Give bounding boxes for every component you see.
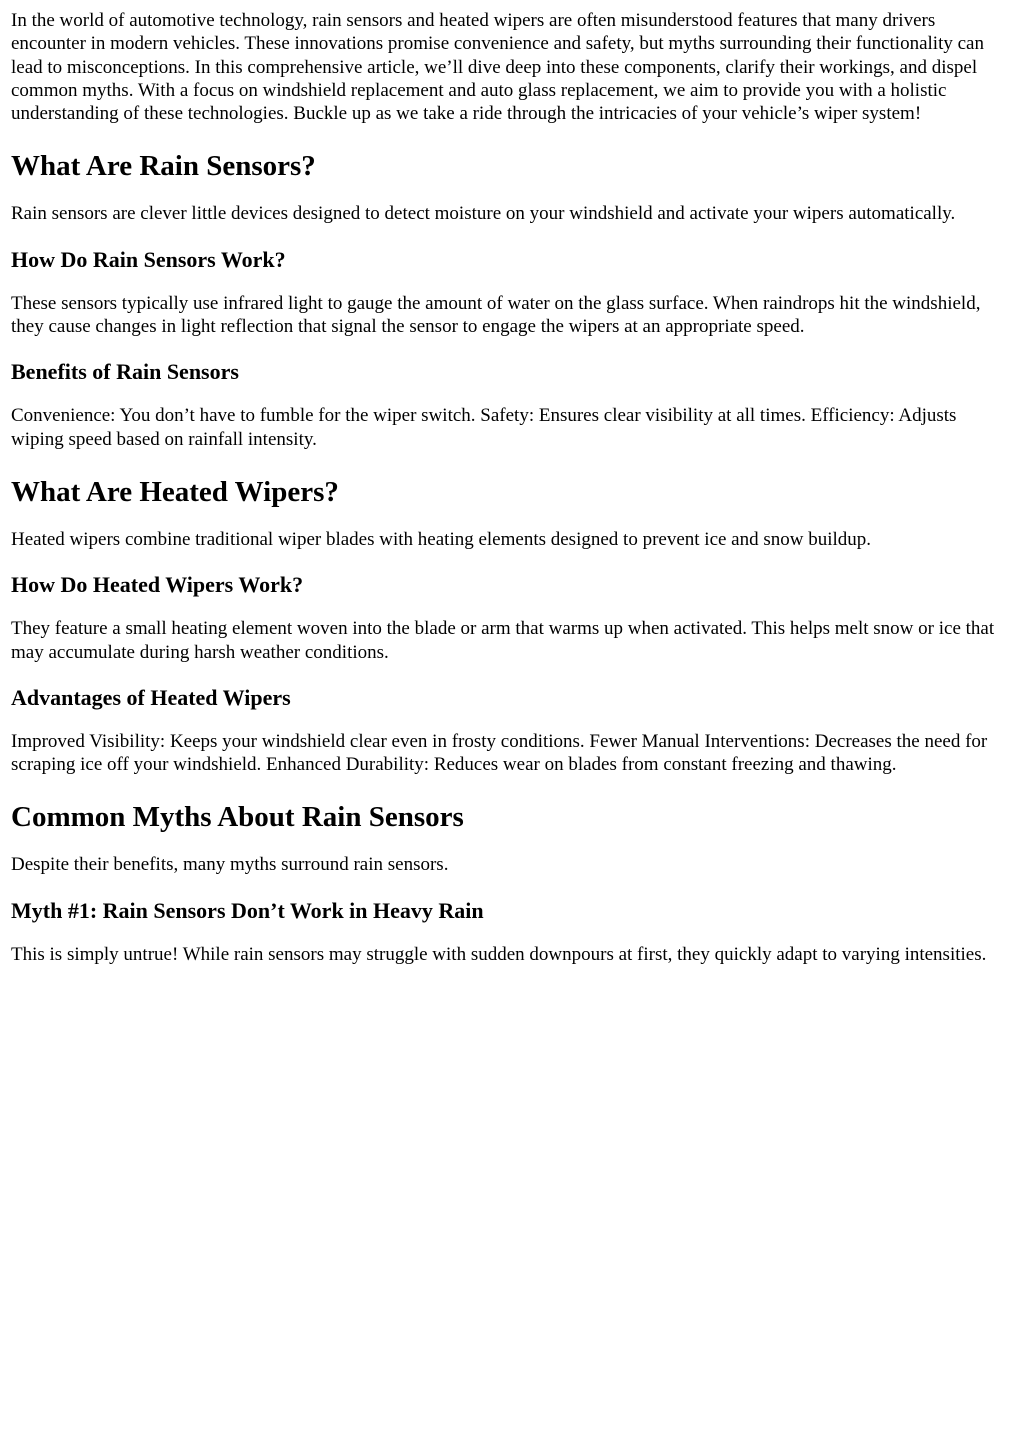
heated-wipers-how-paragraph: They feature a small heating element woven into the blade or arm that warms up when activated. This helps melt snow or ice that may accumulate during harsh weather conditions.	[11, 618, 995, 663]
heated-wipers-advantages-paragraph: Improved Visibility: Keeps your windshield clear even in frosty conditions. Fewer Manual Interventions: Decreases the need for scraping ice off your windshield. Enhanced Durability: Reduces wear on blades from constant freezing and thawing.	[11, 730, 988, 776]
myth-1-heading: Myth #1: Rain Sensors Don’t Work in Heavy Rain	[11, 897, 484, 923]
rain-sensors-how-paragraph: These sensors typically use infrared light to gauge the amount of water on the glass surface. When raindrops hit the windshield, they cause changes in light reflection that signal the sensor to engage the wipers at an appropriate speed.	[11, 292, 981, 338]
rain-sensors-benefits-heading: Benefits of Rain Sensors	[11, 359, 239, 385]
rain-sensors-how-heading: How Do Rain Sensors Work?	[11, 246, 286, 272]
rain-sensors-benefits-paragraph: Convenience: You don’t have to fumble for the wiper switch. Safety: Ensures clear visibility at all times. Efficiency: Adjusts wiping speed based on rainfall intensity.	[11, 405, 957, 450]
intro-paragraph: In the world of automotive technology, rain sensors and heated wipers are often misunderstood features that many drivers encounter in modern vehicles. These innovations promise convenience and safety, but myths surrounding their functionality can lead to misconceptions. In this comprehensive article, we’ll dive deep into these components, clarify their workings, and dispel common myths. With a focus on windshield replacement and auto glass replacement, we aim to provide you with a holistic understanding of these technologies. Buckle up as we take a ride through the intricacies of your vehicle’s wiper system!	[11, 10, 984, 125]
heated-wipers-heading: What Are Heated Wipers?	[11, 475, 339, 508]
myths-heading: Common Myths About Rain Sensors	[11, 801, 464, 834]
rain-sensors-paragraph: Rain sensors are clever little devices designed to detect moisture on your windshield and activate your wipers automatically.	[11, 203, 956, 225]
heated-wipers-how-heading: How Do Heated Wipers Work?	[11, 572, 304, 598]
rain-sensors-heading: What Are Rain Sensors?	[11, 150, 316, 183]
myth-1-paragraph: This is simply untrue! While rain sensors may struggle with sudden downpours at first, they quickly adapt to varying intensities.	[11, 943, 987, 965]
heated-wipers-paragraph: Heated wipers combine traditional wiper blades with heating elements designed to prevent ice and snow buildup.	[11, 528, 872, 550]
myths-paragraph: Despite their benefits, many myths surround rain sensors.	[11, 854, 449, 876]
heated-wipers-advantages-heading: Advantages of Heated Wipers	[11, 684, 291, 710]
